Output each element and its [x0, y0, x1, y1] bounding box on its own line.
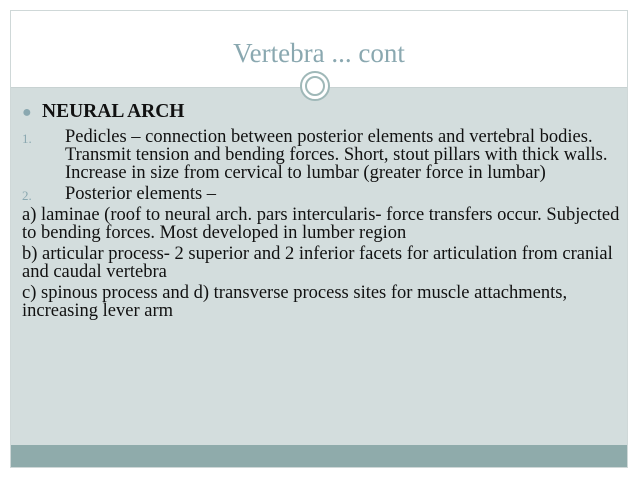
slide-body: [22, 103, 622, 323]
item-text: Pedicles – connection between posterior elements and vertebral bodies. Transmit tension and bending forces. Short, stout pillars with thick walls. Increase in size from cervical to lumbar (greater force in lumbar): [65, 127, 608, 183]
section-heading-text: NEURAL ARCH: [42, 101, 185, 122]
item-number: 1.: [22, 131, 32, 146]
item-number: 2.: [22, 188, 32, 203]
numbered-item: [22, 128, 622, 182]
circle-ornament-icon: [300, 71, 330, 101]
numbered-item: [22, 185, 622, 203]
paragraph-articular-process: b) articular process- 2 superior and 2 inferior facets for articulation from cranial and caudal vertebra: [22, 244, 613, 282]
footer-bar: [11, 445, 627, 467]
slide-title: Vertebra ... cont: [233, 38, 405, 68]
item-text: Posterior elements –: [65, 184, 217, 204]
section-heading: [22, 103, 622, 121]
bullet-icon: ●: [22, 104, 32, 121]
paragraph-laminae: a) laminae (roof to neural arch. pars intercularis- force transfers occur. Subjected to bending forces. Most developed in lumber region: [22, 205, 620, 243]
paragraph-spinous-process: c) spinous process and d) transverse process sites for muscle attachments, increasing lever arm: [22, 283, 568, 321]
